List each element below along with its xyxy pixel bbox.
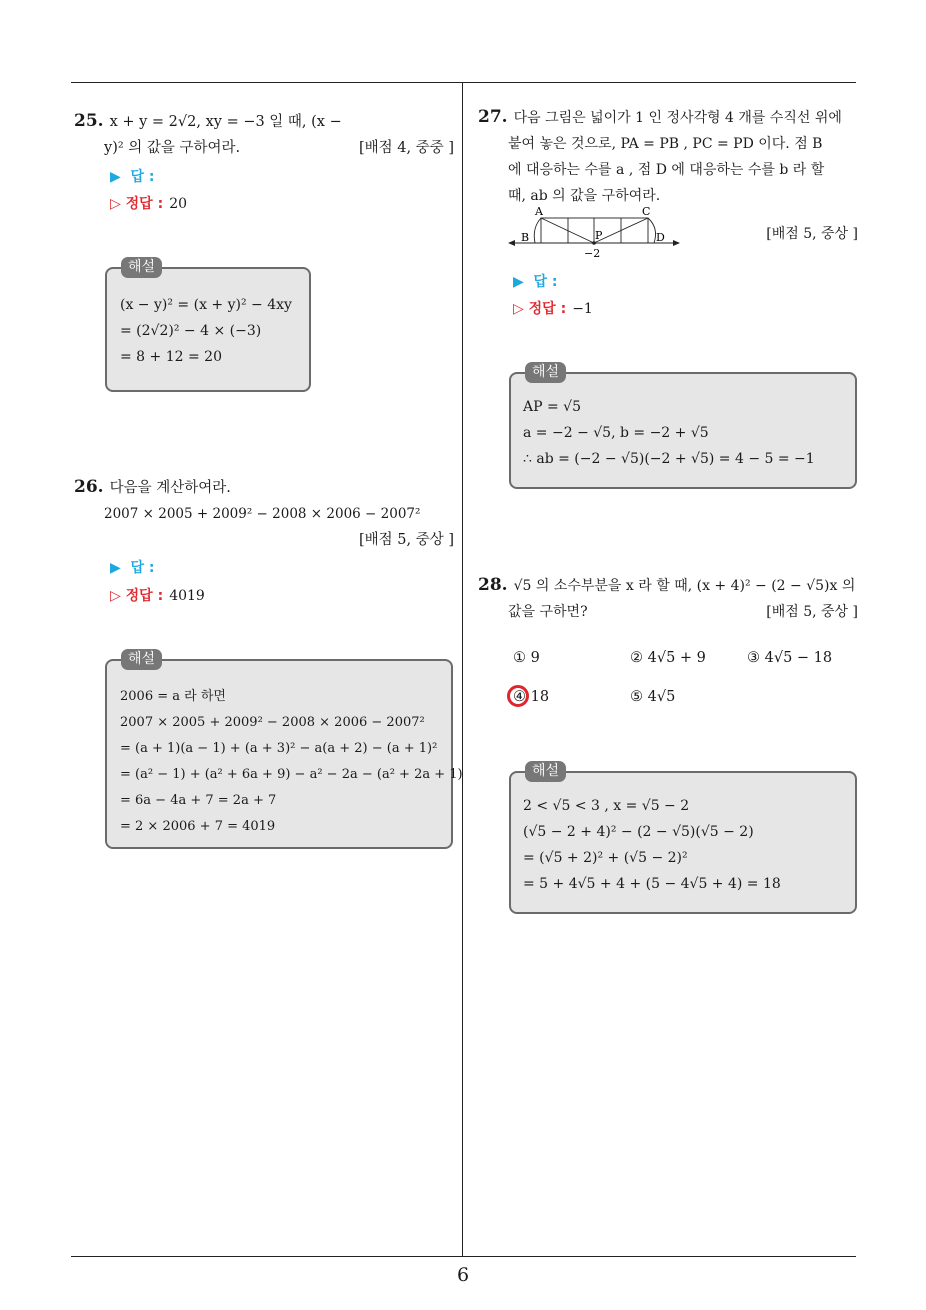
- explanation-tag: 해설: [525, 761, 566, 782]
- tick-label: −2: [584, 247, 601, 260]
- explanation-lines: AP = √5 a = −2 − √5, b = −2 + √5 ∴ ab = (−2 − √5)(−2 + √5) = 4 − 5 = −1: [523, 399, 815, 467]
- top-rule: [71, 82, 856, 83]
- problem-meta: [배점 5, 중상 ]: [766, 604, 858, 620]
- segment-ap: [541, 218, 594, 243]
- label-a: A: [535, 205, 543, 218]
- problem-26-expression: 2007 × 2005 + 2009² − 2008 × 2006 − 2007²: [104, 506, 421, 522]
- choice-4[interactable]: ④ 18: [513, 689, 549, 705]
- problem-26: [74, 474, 454, 553]
- problem-meta: [배점 5, 중상 ]: [358, 532, 454, 548]
- problem-26-line3: [74, 527, 454, 553]
- number-line-figure: [508, 204, 682, 260]
- explanation-lines: 2 < √5 < 3 , x = √5 − 2 (√5 − 2 + 4)² − (2 − √5)(√5 − 2) = (√5 + 2)² + (√5 − 2)² = 5 + 4√5 + 4 + (5 − 4√5 + 4) = 18: [523, 798, 781, 892]
- explanation-box-28: [509, 763, 857, 914]
- outline-triangle-icon: ▷: [110, 588, 121, 604]
- explanation-lines: (x − y)² = (x + y)² − 4xy = (2√2)² − 4 × (−3) = 8 + 12 = 20: [120, 297, 292, 365]
- problem-meta: [배점 4, 중중 ]: [358, 140, 454, 156]
- column-divider: [462, 82, 463, 1257]
- right-arrow-icon: [673, 240, 680, 246]
- triangle-icon: ▶: [110, 560, 121, 576]
- answer-blank-27: ▶ 답 :: [513, 274, 558, 290]
- correct-answer-25: ▷ 정답 : 20: [110, 196, 188, 212]
- choice-5[interactable]: ⑤ 4√5: [630, 689, 676, 705]
- problem-27-line3: 에 대응하는 수를 a , 점 D 에 대응하는 수를 b 라 할: [508, 162, 825, 178]
- choice-2[interactable]: ② 4√5 + 9: [630, 650, 706, 666]
- page-number: 6: [456, 1264, 470, 1286]
- problem-25-line2: y)² 의 값을 구하여라. [배점 4, 중중 ]: [74, 135, 454, 161]
- explanation-tag: 해설: [121, 257, 162, 278]
- choice-list: [513, 650, 853, 720]
- bottom-rule: [71, 1256, 856, 1257]
- problem-number: 28.: [478, 575, 508, 595]
- arc-c-to-d: [648, 218, 656, 243]
- problem-28-line1: 28. √5 의 소수부분을 x 라 할 때, (x + 4)² − (2 − √5)x 의: [478, 575, 856, 595]
- choice-3[interactable]: ③ 4√5 − 18: [747, 650, 833, 666]
- triangle-icon: ▶: [110, 169, 121, 185]
- answer-blank-25: ▶ 답 :: [110, 169, 155, 185]
- problem-27-line4: 때, ab 의 값을 구하여라.: [508, 188, 661, 204]
- label-c: C: [642, 205, 651, 218]
- problem-25: [74, 108, 454, 161]
- problem-27-line1: 27. 다음 그림은 넓이가 1 인 정사각형 4 개를 수직선 위에: [478, 107, 842, 127]
- problem-number: 25.: [74, 111, 104, 131]
- problem-number: 27.: [478, 107, 508, 127]
- explanation-lines: 2006 = a 라 하면 2007 × 2005 + 2009² − 2008 × 2006 − 2007² = (a + 1)(a − 1) + (a + 3)² − a(a + 2) − (a + 1)² = (a² − 1) + (a² + 6a + 9) − a² − 2a − (a² + 2a + 1) = 6a − 4a + 7 = 2a + 7 = 2 × 2006 + 7 = 4019: [120, 689, 463, 834]
- correct-answer-27: ▷ 정답 : −1: [513, 301, 593, 317]
- outline-triangle-icon: ▷: [513, 301, 524, 317]
- problem-28: [478, 572, 858, 625]
- problem-27-line2: 붙여 놓은 것으로, PA = PB , PC = PD 이다. 점 B: [508, 136, 823, 152]
- problem-meta: [배점 5, 중상 ]: [766, 226, 858, 242]
- explanation-tag: 해설: [525, 362, 566, 383]
- explanation-tag: 해설: [121, 649, 162, 670]
- triangle-icon: ▶: [513, 274, 524, 290]
- choice-1[interactable]: ① 9: [513, 650, 540, 666]
- explanation-box-27: [509, 364, 857, 489]
- problem-26-line1: 26. 다음을 계산하여라.: [74, 477, 231, 497]
- outline-triangle-icon: ▷: [110, 196, 121, 212]
- explanation-box-26: [105, 651, 463, 849]
- correct-answer-26: ▷ 정답 : 4019: [110, 588, 205, 604]
- selected-circle-mark: [507, 685, 529, 707]
- problem-25-line1: 25. x + y = 2√2, xy = −3 일 때, (x −: [74, 111, 342, 131]
- problem-number: 26.: [74, 477, 104, 497]
- label-p: P: [595, 229, 603, 242]
- label-d: D: [656, 231, 665, 244]
- left-arrow-icon: [508, 240, 515, 246]
- problem-27: [478, 104, 858, 209]
- problem-28-line2: 값을 구하면? [배점 5, 중상 ]: [478, 599, 858, 625]
- arc-a-to-b: [534, 218, 541, 243]
- answer-blank-26: ▶ 답 :: [110, 560, 155, 576]
- label-b: B: [521, 231, 530, 244]
- explanation-box-25: [105, 259, 311, 392]
